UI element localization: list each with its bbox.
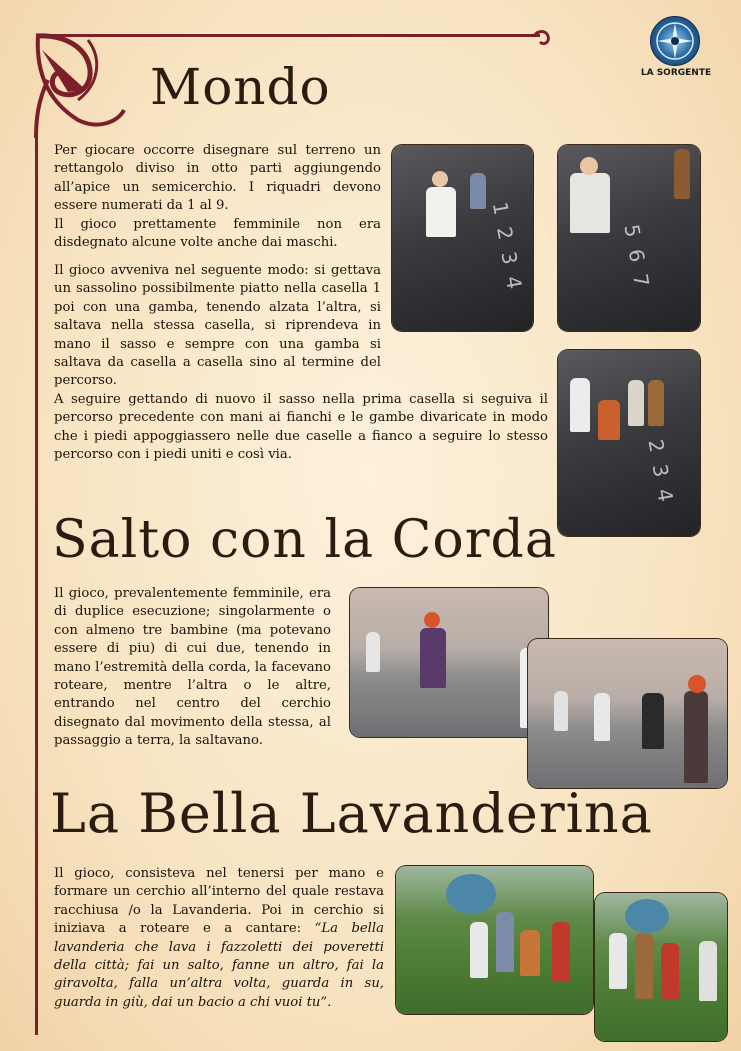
logo-name: LA SORGENTE (640, 68, 712, 78)
child-head (424, 612, 440, 628)
corda-text (54, 585, 331, 751)
child-figure (470, 922, 488, 978)
mondo-text-top (54, 142, 381, 252)
left-border-line (35, 120, 38, 1035)
child-figure (648, 380, 664, 426)
child-figure (554, 691, 568, 731)
section-title-corda: Salto con la Corda (52, 510, 557, 570)
section-title-lavanderina: La Bella Lavanderina (50, 782, 653, 845)
mill-wheel (446, 874, 496, 914)
child-figure (420, 628, 446, 688)
photo-lavanderina-2 (595, 893, 727, 1041)
photo-mondo-3 (558, 350, 700, 536)
lavanderina-text (54, 865, 384, 1012)
lavanderina-intro: Il gioco, consisteva nel tenersi per mano e formare un cerchio all’interno del quale restava racchiusa /o la Lavanderia. Poi in cerchio si iniziava a roteare e a cantare: (54, 866, 384, 937)
child-figure (598, 400, 620, 440)
child-figure (699, 941, 717, 1001)
mondo-paragraph-4: A seguire gettando di nuovo il sasso nella prima casella si seguiva il percorso precedente con mani ai fianchi e le gambe divaricate in modo che i piedi appoggiassero nelle due caselle a fianco a seguire lo stesso percorso con i piedi uniti e così via. (54, 391, 548, 463)
child-figure (552, 922, 570, 982)
child-figure (642, 693, 664, 749)
border-end-ornament-icon (532, 28, 552, 50)
chalk-numbers: 2 3 4 (643, 437, 679, 507)
child-head (432, 171, 448, 187)
lavanderina-paragraph (54, 865, 384, 1012)
child-figure (470, 173, 486, 209)
photo-mondo-1 (392, 145, 533, 331)
child-figure (520, 930, 540, 976)
child-head (688, 675, 706, 693)
child-figure (570, 173, 610, 233)
child-head (580, 157, 598, 175)
child-figure (661, 943, 679, 999)
lavanderina-song: “La bella lavanderia che lava i fazzoletti dei poveretti della città; fai un salto, fanne un altro, fai la giravolta, falla un’altra volta, guarda in su, guarda in giù, dai un bacio a chi vuoi tu” (54, 921, 384, 1010)
child-figure (628, 380, 644, 426)
corner-ornament-icon (28, 30, 138, 140)
corda-paragraph-1: Il gioco, prevalentemente femminile, era di duplice esecuzione; singolarmente o con almeno tre bambine (ma potevano essere di piu) di cui due, tenendo in mano l’estremità della corda, la facevano roteare, mentre l’altra o le altre, entrando nel centro del cerchio disegnato dal movimento della stessa, al passaggio a terra, la saltavano. (54, 586, 331, 749)
mill-wheel (625, 899, 669, 933)
child-figure (684, 691, 708, 783)
photo-corda-1 (350, 588, 548, 737)
lavanderina-end: . (327, 994, 332, 1010)
photo-corda-2 (528, 639, 727, 788)
child-figure (635, 933, 653, 999)
compass-rose-icon (650, 16, 700, 66)
child-figure (609, 933, 627, 989)
section-title-mondo: Mondo (150, 58, 331, 116)
photo-mondo-2 (558, 145, 700, 331)
child-figure (496, 912, 514, 972)
child-figure (426, 187, 456, 237)
child-figure (674, 149, 690, 199)
mondo-paragraph-3: Il gioco avveniva nel seguente modo: si gettava un sassolino possibilmente piatto nella casella 1 poi con una gamba, tenendo alzata l’altra, si saltava nella stessa casella, si riprendeva in mano il sasso e sempre con una gamba si saltava da casella a casella sino al termine del percorso. (54, 263, 381, 389)
photo-lavanderina-1 (396, 866, 593, 1014)
mondo-paragraph-1: Per giocare occorre disegnare sul terreno un rettangolo diviso in otto parti aggiungendo all’apice un semicerchio. I riquadri devono essere numerati da 1 al 9. (54, 143, 381, 214)
chalk-numbers: 1 2 3 4 (487, 200, 528, 294)
child-figure (366, 632, 380, 672)
chalk-numbers: 5 6 7 (619, 222, 655, 292)
child-figure (594, 693, 610, 741)
logo (636, 16, 716, 96)
mondo-paragraph-2: Il gioco prettamente femminile non era disdegnato alcune volte anche dai maschi. (54, 216, 381, 251)
child-figure (570, 378, 590, 432)
